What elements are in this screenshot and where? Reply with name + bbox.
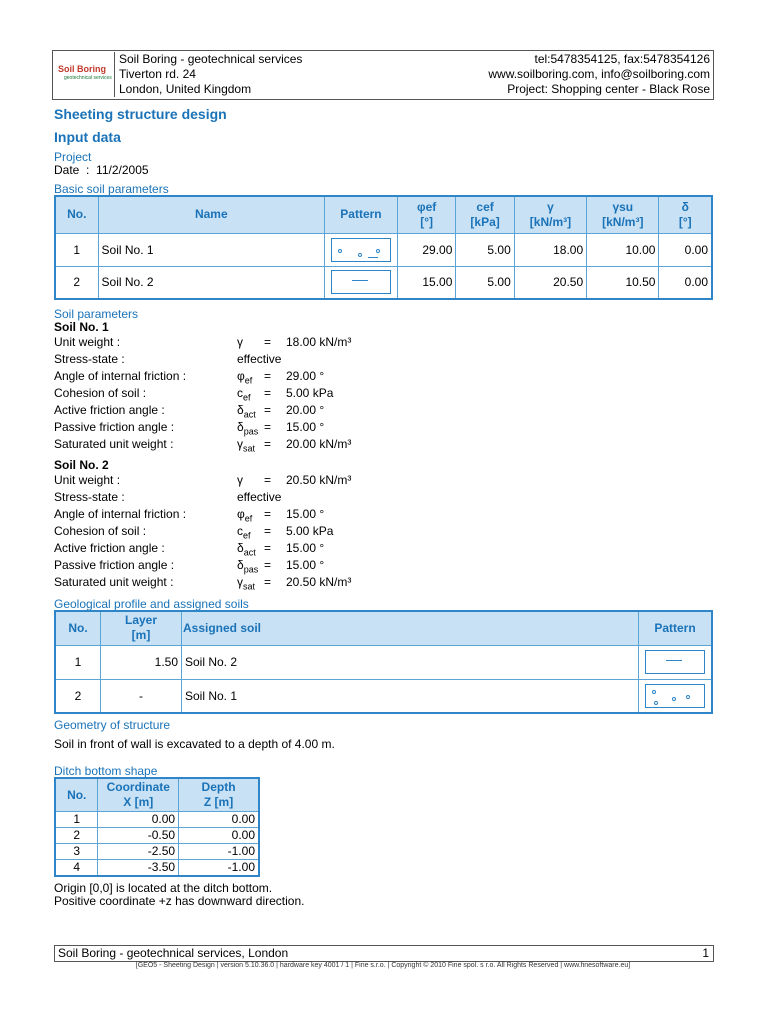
logo-text: Soil Boring bbox=[58, 64, 106, 74]
col-assigned-soil: Assigned soil bbox=[182, 611, 639, 645]
ditch-table bbox=[54, 777, 260, 877]
param-value: 15.00 ° bbox=[286, 558, 325, 572]
cell-no: 2 bbox=[55, 828, 98, 844]
table-row bbox=[55, 828, 259, 844]
cell-x: -2.50 bbox=[98, 844, 179, 860]
param-value: 15.00 ° bbox=[286, 420, 325, 434]
cell-pattern bbox=[639, 645, 713, 679]
project-heading: Project bbox=[54, 150, 92, 164]
param-symbol-main: γ bbox=[237, 473, 243, 487]
col-gamma-label: γ bbox=[547, 199, 554, 214]
table-row bbox=[55, 645, 712, 679]
col-layer-label: Layer bbox=[124, 613, 158, 628]
param-symbol bbox=[237, 575, 255, 591]
param-symbol-sub: ef bbox=[243, 530, 251, 541]
cell-no: 2 bbox=[55, 679, 101, 713]
param-symbol-main: φ bbox=[237, 369, 245, 383]
cell-pattern bbox=[325, 266, 398, 299]
ditch-heading: Ditch bottom shape bbox=[54, 764, 158, 778]
param-symbol bbox=[237, 386, 251, 402]
param-label: Saturated unit weight : bbox=[54, 437, 174, 451]
param-symbol bbox=[237, 420, 258, 436]
col-layer-unit: [m] bbox=[131, 628, 151, 643]
param-label: Saturated unit weight : bbox=[54, 575, 174, 589]
col-delta-label: δ bbox=[681, 199, 689, 214]
col-c-unit: [kPa] bbox=[470, 214, 500, 229]
param-value: 5.00 kPa bbox=[286, 386, 334, 400]
param-label: Cohesion of soil : bbox=[54, 386, 147, 400]
cell-no: 2 bbox=[55, 266, 98, 299]
param-symbol-main: c bbox=[237, 386, 243, 400]
table-row bbox=[55, 844, 259, 860]
param-symbol-sub: sat bbox=[243, 443, 256, 454]
page-number: 1 bbox=[702, 946, 709, 960]
geo-profile-heading: Geological profile and assigned soils bbox=[54, 597, 249, 611]
col-gsu-unit: [kN/m³] bbox=[602, 214, 644, 229]
cell-pattern bbox=[639, 679, 713, 713]
param-symbol bbox=[237, 437, 255, 453]
geometry-heading: Geometry of structure bbox=[54, 718, 171, 732]
company-contact: tel:5478354125, fax:5478354126 bbox=[534, 52, 710, 66]
param-symbol-main: δ bbox=[237, 541, 244, 555]
param-label: Active friction angle : bbox=[54, 403, 165, 417]
param-symbol-main: φ bbox=[237, 507, 245, 521]
cell-phi: 29.00 bbox=[397, 233, 455, 266]
company-street: Tiverton rd. 24 bbox=[119, 67, 196, 81]
param-symbol bbox=[237, 335, 243, 349]
param-value: 20.50 kN/m³ bbox=[286, 575, 352, 589]
cell-x: -3.50 bbox=[98, 860, 179, 877]
param-symbol-main: effective bbox=[237, 352, 282, 366]
cell-no: 1 bbox=[55, 645, 101, 679]
logo-subtext: geotechnical services bbox=[64, 75, 112, 81]
param-symbol-main: δ bbox=[237, 420, 244, 434]
cell-name: Soil No. 1 bbox=[98, 233, 325, 266]
col-layer bbox=[101, 611, 182, 645]
project-name: Project: Shopping center - Black Rose bbox=[507, 82, 710, 96]
soil-param-name: Soil No. 1 bbox=[54, 320, 109, 334]
col-gamma bbox=[514, 196, 586, 233]
cell-z: -1.00 bbox=[179, 860, 259, 877]
param-equals: = bbox=[264, 437, 272, 451]
param-symbol-sub: ef bbox=[244, 513, 253, 524]
param-value: 15.00 ° bbox=[286, 507, 325, 521]
table-row bbox=[55, 679, 712, 713]
col-coord-unit: X [m] bbox=[123, 795, 154, 809]
col-gsu bbox=[587, 196, 659, 233]
param-symbol-sub: sat bbox=[243, 581, 256, 592]
table-header-row bbox=[55, 778, 259, 812]
cell-name: Soil No. 2 bbox=[98, 266, 325, 299]
col-depth-unit: Z [m] bbox=[203, 795, 234, 809]
cell-delta: 0.00 bbox=[659, 233, 712, 266]
param-value: 20.00 ° bbox=[286, 403, 325, 417]
page-title: Sheeting structure design bbox=[54, 106, 227, 122]
col-phi-unit: [°] bbox=[420, 214, 434, 229]
cell-soil: Soil No. 2 bbox=[182, 645, 639, 679]
ditch-note-direction: Positive coordinate +z has downward direction. bbox=[54, 894, 305, 908]
col-depth bbox=[179, 778, 259, 812]
param-equals: = bbox=[264, 541, 272, 555]
cell-no: 1 bbox=[55, 233, 98, 266]
cell-layer: 1.50 bbox=[101, 645, 182, 679]
col-gamma-unit: [kN/m³] bbox=[529, 214, 572, 229]
param-equals: = bbox=[264, 473, 272, 487]
param-equals: = bbox=[264, 335, 272, 349]
basic-soil-heading: Basic soil parameters bbox=[54, 182, 169, 196]
col-delta-unit: [°] bbox=[678, 214, 692, 229]
param-symbol bbox=[237, 524, 251, 540]
soil-pattern-swatch bbox=[645, 684, 705, 708]
param-symbol-main: γ bbox=[237, 335, 243, 349]
param-value: 15.00 ° bbox=[286, 541, 325, 555]
cell-gamma: 18.00 bbox=[514, 233, 586, 266]
cell-delta: 0.00 bbox=[659, 266, 712, 299]
param-label: Unit weight : bbox=[54, 335, 121, 349]
cell-phi: 15.00 bbox=[397, 266, 455, 299]
param-label: Cohesion of soil : bbox=[54, 524, 147, 538]
soil-params-heading: Soil parameters bbox=[54, 307, 139, 321]
cell-x: 0.00 bbox=[98, 812, 179, 828]
cell-z: 0.00 bbox=[179, 812, 259, 828]
param-symbol bbox=[237, 403, 256, 419]
param-equals: = bbox=[264, 403, 272, 417]
ditch-note-origin: Origin [0,0] is located at the ditch bottom. bbox=[54, 881, 273, 895]
soil-pattern-swatch bbox=[331, 270, 391, 294]
report-footer bbox=[54, 945, 714, 962]
param-symbol bbox=[237, 352, 281, 366]
project-date bbox=[54, 163, 149, 177]
col-no: No. bbox=[55, 778, 98, 812]
col-coordinate bbox=[98, 778, 179, 812]
param-symbol-main: γ bbox=[237, 575, 243, 589]
cell-layer: - bbox=[101, 679, 182, 713]
param-label: Unit weight : bbox=[54, 473, 121, 487]
param-value: 18.00 kN/m³ bbox=[286, 335, 352, 349]
software-footnote: [GEO5 - Sheeting Design | version 5.10.36.0 | hardware key 4001 / 1 | Fine s.r.o. | Copyright © 2010 Fine spol. s r.o. All Rights Reserved | www.finesoftware.eu] bbox=[135, 962, 631, 969]
table-row bbox=[55, 860, 259, 877]
param-symbol-main: δ bbox=[237, 558, 244, 572]
table-header-row bbox=[55, 611, 712, 645]
geometry-text: Soil in front of wall is excavated to a depth of 4.00 m. bbox=[54, 737, 335, 751]
param-label: Active friction angle : bbox=[54, 541, 165, 555]
cell-soil: Soil No. 1 bbox=[182, 679, 639, 713]
param-equals: = bbox=[264, 558, 272, 572]
soil-pattern-swatch bbox=[645, 650, 705, 674]
param-label: Angle of internal friction : bbox=[54, 507, 187, 521]
col-phi-label: φef bbox=[417, 199, 437, 214]
param-symbol bbox=[237, 490, 281, 504]
param-symbol-sub: pas bbox=[243, 426, 259, 437]
param-equals: = bbox=[264, 507, 272, 521]
table-row bbox=[55, 266, 712, 299]
param-label: Angle of internal friction : bbox=[54, 369, 187, 383]
param-label: Stress-state : bbox=[54, 352, 125, 366]
cell-z: 0.00 bbox=[179, 828, 259, 844]
table-header-row bbox=[55, 196, 712, 233]
col-gsu-label: γsu bbox=[612, 199, 634, 214]
company-web: www.soilboring.com, info@soilboring.com bbox=[488, 67, 710, 81]
date-label: Date bbox=[54, 163, 80, 177]
param-label: Passive friction angle : bbox=[54, 558, 175, 572]
param-equals: = bbox=[264, 369, 272, 383]
param-symbol-main: c bbox=[237, 524, 243, 538]
company-city: London, United Kingdom bbox=[119, 82, 252, 96]
footer-company: Soil Boring - geotechnical services, London bbox=[58, 946, 289, 960]
param-symbol-main: γ bbox=[237, 437, 243, 451]
date-separator: : bbox=[86, 163, 90, 177]
table-row bbox=[55, 812, 259, 828]
cell-c: 5.00 bbox=[456, 266, 514, 299]
param-equals: = bbox=[264, 386, 272, 400]
col-depth-label: Depth bbox=[201, 780, 236, 794]
date-value: 11/2/2005 bbox=[96, 163, 149, 177]
param-symbol bbox=[237, 558, 258, 574]
col-coord-label: Coordinate bbox=[106, 780, 170, 794]
col-pattern: Pattern bbox=[325, 196, 398, 233]
cell-no: 1 bbox=[55, 812, 98, 828]
param-equals: = bbox=[264, 420, 272, 434]
table-row bbox=[55, 233, 712, 266]
col-c-label: cef bbox=[476, 199, 494, 214]
param-symbol-sub: act bbox=[243, 409, 256, 420]
param-symbol bbox=[237, 541, 256, 557]
cell-gsu: 10.00 bbox=[587, 233, 659, 266]
report-header bbox=[52, 50, 714, 100]
cell-no: 3 bbox=[55, 844, 98, 860]
param-value: 5.00 kPa bbox=[286, 524, 334, 538]
basic-soil-table bbox=[54, 195, 713, 300]
param-label: Stress-state : bbox=[54, 490, 125, 504]
company-logo bbox=[54, 52, 115, 97]
col-name: Name bbox=[98, 196, 325, 233]
param-value: 20.50 kN/m³ bbox=[286, 473, 352, 487]
cell-gsu: 10.50 bbox=[587, 266, 659, 299]
cell-pattern bbox=[325, 233, 398, 266]
col-delta bbox=[659, 196, 712, 233]
col-phi bbox=[397, 196, 455, 233]
param-symbol-sub: ef bbox=[244, 375, 253, 386]
param-equals: = bbox=[264, 524, 272, 538]
param-symbol-sub: act bbox=[243, 547, 256, 558]
param-symbol bbox=[237, 369, 252, 385]
soil-param-name: Soil No. 2 bbox=[54, 458, 109, 472]
param-symbol-main: δ bbox=[237, 403, 244, 417]
param-symbol-main: effective bbox=[237, 490, 282, 504]
col-pattern: Pattern bbox=[639, 611, 713, 645]
param-value: 29.00 ° bbox=[286, 369, 325, 383]
param-label: Passive friction angle : bbox=[54, 420, 175, 434]
geo-profile-table bbox=[54, 610, 713, 714]
param-equals: = bbox=[264, 575, 272, 589]
cell-gamma: 20.50 bbox=[514, 266, 586, 299]
cell-no: 4 bbox=[55, 860, 98, 877]
cell-c: 5.00 bbox=[456, 233, 514, 266]
cell-z: -1.00 bbox=[179, 844, 259, 860]
col-no: No. bbox=[55, 196, 98, 233]
soil-pattern-swatch bbox=[331, 238, 391, 262]
input-data-heading: Input data bbox=[54, 129, 121, 145]
param-value: 20.00 kN/m³ bbox=[286, 437, 352, 451]
cell-x: -0.50 bbox=[98, 828, 179, 844]
company-name: Soil Boring - geotechnical services bbox=[119, 52, 303, 66]
param-symbol bbox=[237, 473, 243, 487]
param-symbol bbox=[237, 507, 252, 523]
col-c bbox=[456, 196, 514, 233]
param-symbol-sub: pas bbox=[243, 564, 259, 575]
param-symbol-sub: ef bbox=[243, 392, 251, 403]
col-no: No. bbox=[55, 611, 101, 645]
